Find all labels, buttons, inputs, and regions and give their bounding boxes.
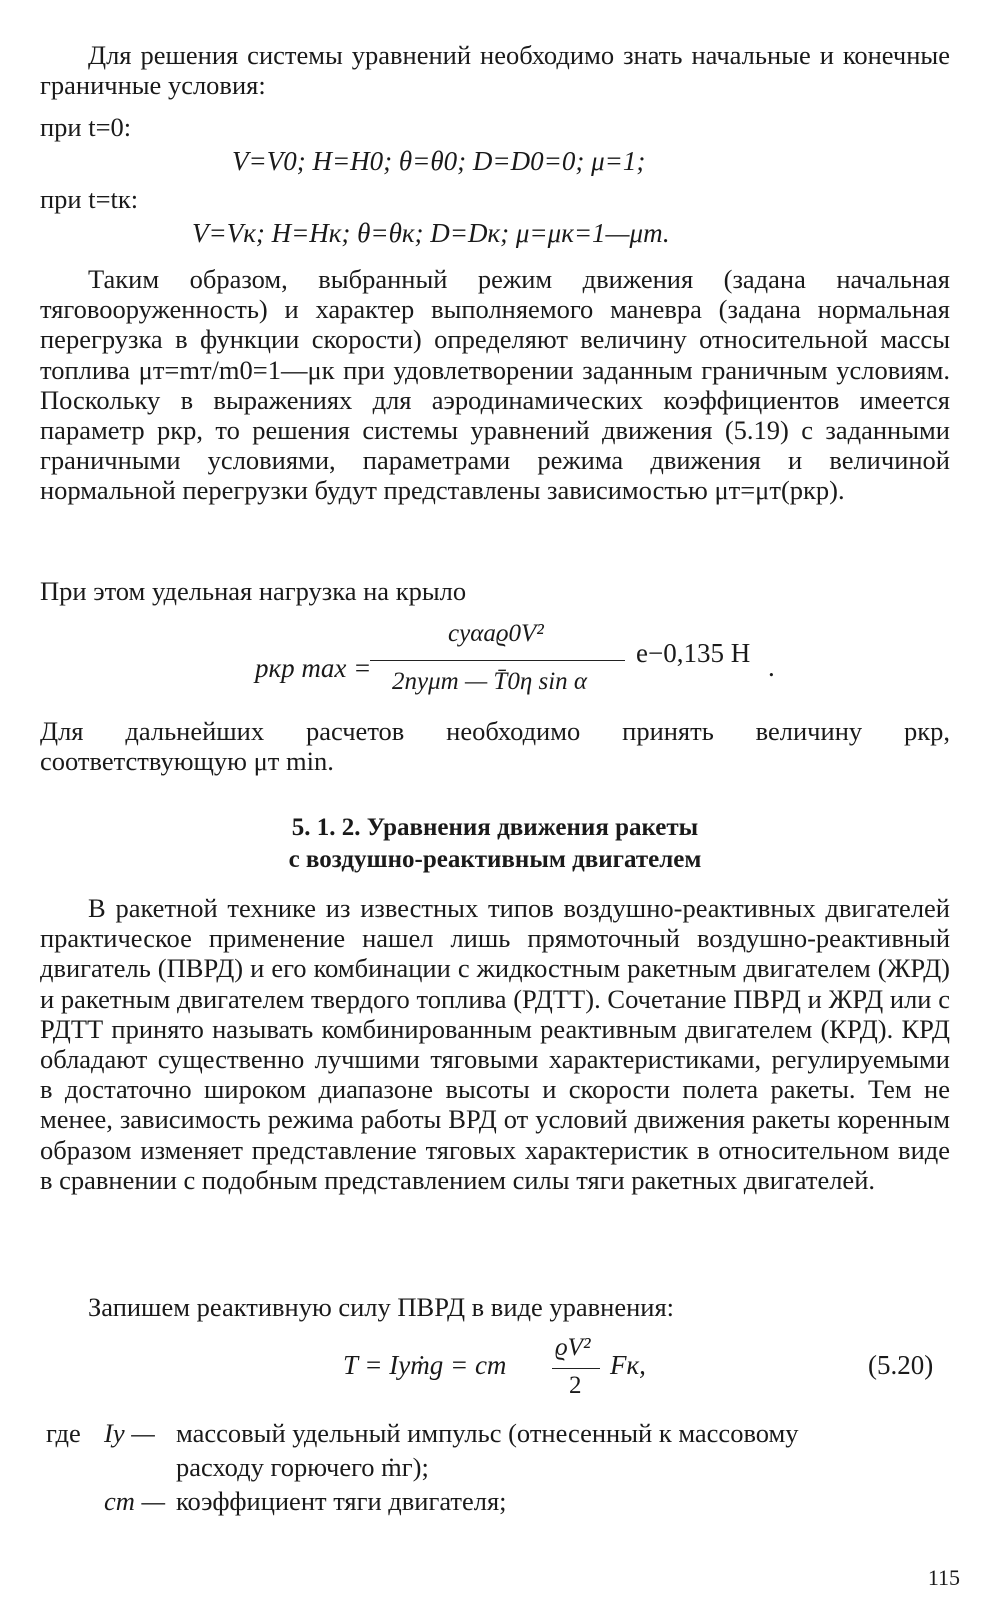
condition-end-label: при t=tк: — [40, 184, 139, 214]
condition-start-equation: V=V0; H=H0; θ=θ0; D=D0=0; μ=1; — [232, 146, 646, 176]
paragraph-next-calc: Для дальнейших расчетов необходимо принять величину pкр, соответствующую μт min. — [40, 716, 950, 777]
formula-wing-load-denominator: 2nyμт — T̄0η sin α — [392, 668, 588, 695]
page-number: 115 — [927, 1565, 960, 1590]
formula-wing-load-exponential: e−0,135 H — [636, 638, 751, 668]
condition-start-label: при t=0: — [40, 112, 132, 142]
where-item1-continuation: расходу горючего ṁг); — [176, 1452, 429, 1482]
paragraph-fuel-mass: Таким образом, выбранный режим движения (задана начальная тяговооруженность) и характер выполняемого маневра (задана нормальная перегрузка в функции скорости) определяют величину относительной массы топлива μт=mт/m0=1—μк при удовлетворении заданным граничным условиям. Поскольку в выражениях для аэродинамических коэффициентов имеется параметр pкр, то решения системы уравнений движения (5.19) с заданными граничными условиями, параметрами режима движения и величиной нормальной перегрузки будут представлены зависимостью μт=μт(pкр). — [40, 264, 950, 506]
where-item1-symbol: Iу — — [104, 1418, 155, 1448]
formula-thrust-denominator: 2 — [569, 1372, 582, 1399]
where-item2-symbol: cт — — [104, 1486, 166, 1516]
formula-wing-load-numerator: cyαaϱ0V² — [448, 620, 544, 647]
fraction-bar — [370, 660, 625, 661]
formula-thrust-numerator: ϱV² — [555, 1334, 591, 1361]
fraction-bar — [552, 1368, 600, 1369]
paragraph-wing-load: При этом удельная нагрузка на крыло — [40, 576, 467, 606]
where-word: где — [46, 1418, 81, 1448]
formula-wing-load-end: . — [768, 652, 775, 682]
where-item2-text: коэффициент тяги двигателя; — [176, 1486, 507, 1516]
paragraph-ramjet: В ракетной технике из известных типов воздушно-реактивных двигателей практическое применение нашел лишь прямоточный воздушно-реактивный двигатель (ПВРД) и его комбинации с жидкостным ракетным двигателем (ЖРД) и ракетным двигателем твердого топлива (РДТТ). Сочетание ПВРД и ЖРД или с РДТТ принято называть комбинированным реактивным двигателем (КРД). КРД обладают существенно лучшими тяговыми характеристиками, регулируемыми в достаточно широком диапазоне высоты и скорости полета ракеты. Тем не менее, зависимость режима работы ВРД от условий движения ракеты коренным образом изменяет представление тяговых характеристик в относительном виде в сравнении с подобным представлением силы тяги ракетных двигателей. — [40, 893, 950, 1195]
formula-wing-load-lhs: pкр max = — [255, 653, 372, 683]
paragraph-reactive-force: Запишем реактивную силу ПВРД в виде уравнения: — [88, 1292, 675, 1322]
formula-wing-load-fraction — [370, 620, 625, 700]
formula-thrust-rhs: Fк, — [610, 1350, 646, 1380]
section-heading-line2: с воздушно-реактивным двигателем — [288, 846, 702, 873]
formula-thrust-lhs: T = Iyṁg = cт — [343, 1350, 507, 1380]
where-item1-text: массовый удельный импульс (отнесенный к массовому — [176, 1418, 799, 1448]
condition-end-equation: V=Vк; H=Hк; θ=θк; D=Dк; μ=μк=1—μт. — [192, 218, 670, 248]
formula-thrust-fraction — [552, 1334, 602, 1404]
equation-number: (5.20) — [868, 1350, 934, 1380]
section-heading-line1: 5. 1. 2. Уравнения движения ракеты — [291, 814, 699, 841]
paragraph-boundary-conditions: Для решения системы уравнений необходимо знать начальные и конечные граничные условия: — [40, 40, 950, 101]
